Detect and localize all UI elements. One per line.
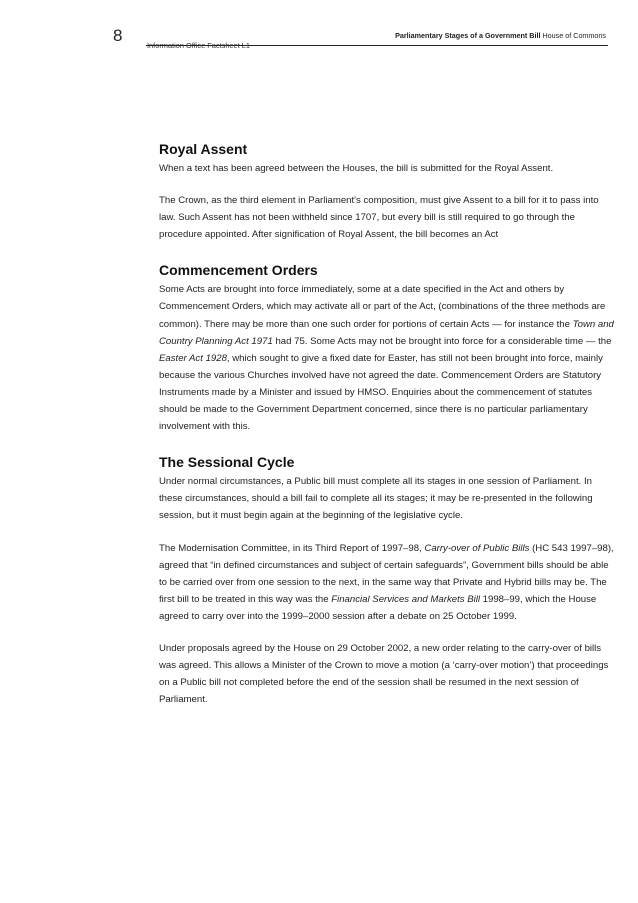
section-title: Royal Assent [159, 141, 248, 157]
text-run: had 75. Some Acts may not be brought into force for a considerable time — the [272, 335, 612, 347]
paragraph: The Crown, as the third element in Parliament's composition, must give Assent to a bill for it to pass into law. Such Assent has not been withheld since 1707, but every bill is still required to go through the procedure appointed. After signification of Royal Assent, the bill becomes an Act [159, 195, 599, 241]
section-title: The Sessional Cycle [159, 454, 295, 471]
factsheet-label: Information Office Factsheet L1 [147, 41, 250, 50]
section-commencement-orders [159, 261, 614, 435]
paragraph: Under normal circumstances, a Public bill must complete all its stages in one session of Parliament. In these circumstances, should a bill fail to complete all its stages; it may be re-presented in the following session, but it must begin again at the beginning of the legislative cycle. [159, 476, 593, 522]
report-title-italic: Carry-over of Public Bills [424, 542, 530, 554]
main-content [159, 140, 614, 708]
act-title-italic: Easter Act 1928 [159, 352, 227, 364]
paragraph [159, 281, 614, 435]
paragraph: When a text has been agreed between the Houses, the bill is submitted for the Royal Assent. [159, 163, 554, 174]
act-title-italic: Town and Country Planning Act 1971 [159, 318, 614, 347]
paragraph: Under proposals agreed by the House on 29 October 2002, a new order relating to the carry-over of bills was agreed. This allows a Minister of the Crown to move a motion (a ‘carry-over motion’) that proceedings on a Public bill not completed before the end of the session shall be resumed in the next session of Parliament. [159, 642, 609, 706]
running-title [395, 31, 606, 41]
text-run: (HC 543 1997–98), agreed that “in defined circumstances and subject of certain safeguards”, Government bills should be able to be carried over from one session to the next, in the same way that Private and Hybrid bills may be. The first bill to be treated in this way was the [159, 542, 614, 605]
section-sessional-cycle [159, 453, 614, 708]
header-divider [146, 45, 608, 46]
page-number: 8 [113, 26, 123, 45]
bill-title-italic: Financial Services and Markets Bill [331, 593, 480, 605]
running-title-bold: Parliamentary Stages of a Government Bill [395, 31, 541, 40]
text-run: The Modernisation Committee, in its Third Report of 1997–98, [159, 542, 425, 554]
running-title-rest: House of Commons [542, 31, 606, 40]
section-title: Commencement Orders [159, 262, 318, 279]
text-run: , which sought to give a fixed date for Easter, has still not been brought into force, mainly because the various Churches involved have not agreed the date. Commencement Orders are Statutory Instruments made by a Minister and issued by HMSO. Enquiries about the commencement of statutes should be made to the Government Department concerned, since there is no particular parliamentary involvement with this. [159, 352, 603, 433]
paragraph [159, 540, 614, 625]
text-run: 1998–99, which the House agreed to carry over into the 1999–2000 session after a debate on 25 October 1999. [159, 593, 597, 622]
section-royal-assent [159, 140, 614, 243]
text-run: Some Acts are brought into force immediately, some at a date specified in the Act and others by Commencement Orders, which may activate all or part of the Act, (combinations of the three methods are common). There may be more than one such order for portions of certain Acts — for instance the [159, 284, 606, 330]
